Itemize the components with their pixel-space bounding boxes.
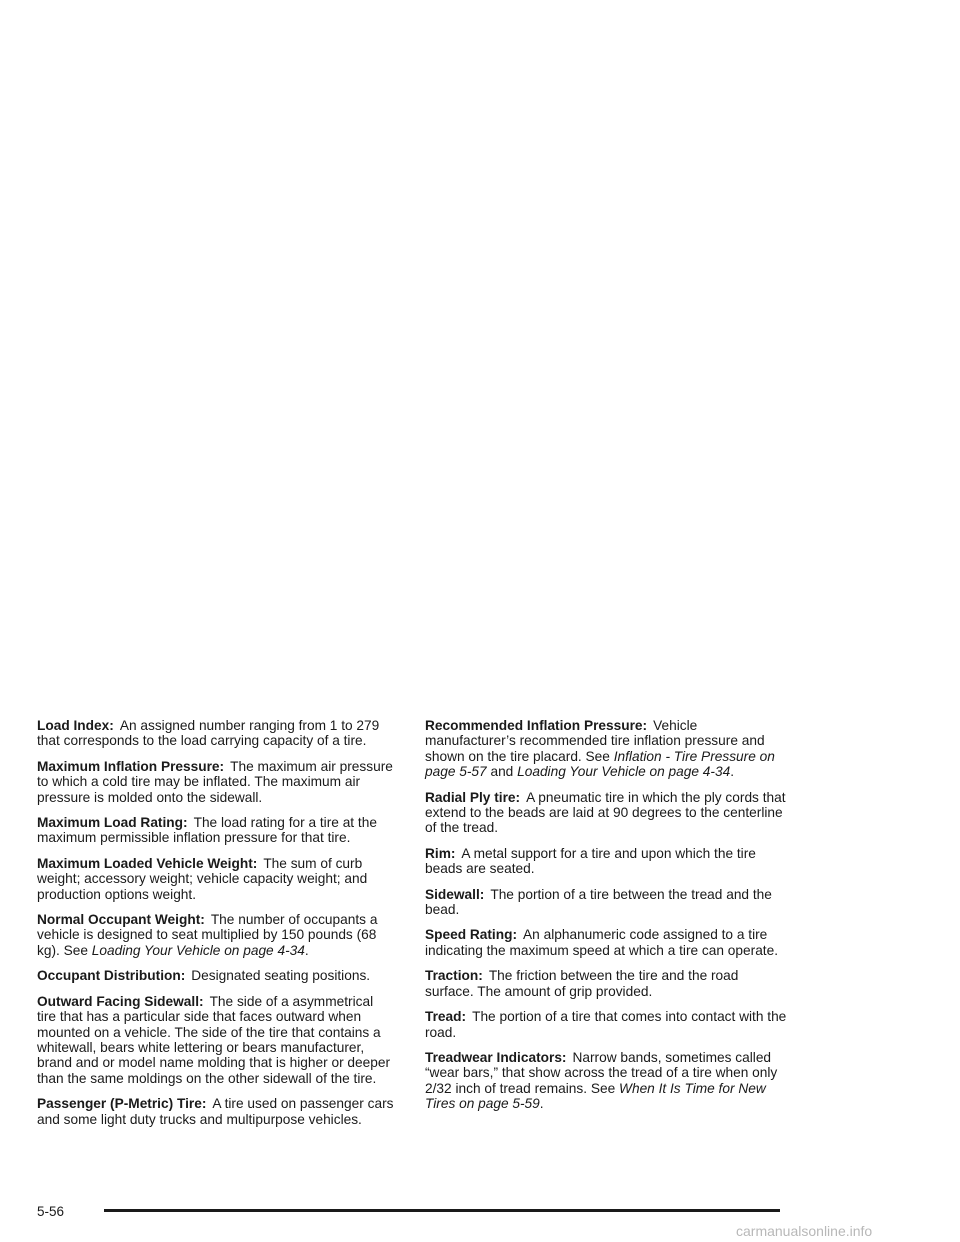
definition-text: An assigned number ranging from 1 to 279 that corresponds to the load carrying capacity of a tire. [37,718,380,749]
glossary-term: Load Index: [37,718,114,733]
glossary-term: Rim: [425,845,456,861]
definition-text: Narrow bands, sometimes called “wear bars,” that show across the tread of a tire when only 2/32 inch of tread remains. See [425,1049,778,1096]
glossary-term: Maximum Inflation Pressure: [37,758,225,774]
page-reference: Loading Your Vehicle on page 4-34 [91,942,305,958]
glossary-term: Passenger (P-Metric) Tire: [37,1096,207,1112]
glossary-term: Tread: [425,1009,467,1025]
definition-text: Vehicle manufacturer’s recommended tire inflation pressure and shown on the tire placard. See [425,718,765,764]
glossary-entry [425,1009,787,1040]
glossary-term: Radial Ply tire: [425,789,521,805]
glossary-term: Recommended Inflation Pressure: [425,718,648,733]
glossary-term: Sidewall: [425,886,485,902]
definition-text: An alphanumeric code assigned to a tire indicating the maximum speed at which a tire can operate. [425,927,779,958]
definition-text: The sum of curb weight; accessory weight; vehicle capacity weight; and production options weight. [37,855,368,902]
page-reference: When It Is Time for New Tires on page 5-59 [425,1080,766,1112]
definition-text: . [730,764,735,780]
glossary-term: Maximum Loaded Vehicle Weight: [37,855,258,871]
left-column [37,718,395,1137]
glossary-entry [37,994,395,1086]
right-column [425,718,787,1122]
glossary-entry [37,1096,395,1127]
footer-rule [104,1209,780,1212]
definition-text: Designated seating positions. [191,968,371,984]
glossary-term: Maximum Load Rating: [37,815,188,831]
glossary-entry [37,856,395,902]
glossary-entry [425,790,787,836]
glossary-entry [425,1050,787,1112]
glossary-term: Treadwear Indicators: [425,1049,567,1065]
glossary-entry [37,968,395,983]
glossary-entry [37,718,395,749]
definition-text: The portion of a tire that comes into contact with the road. [425,1009,787,1040]
glossary-entry [37,759,395,805]
glossary-term: Outward Facing Sidewall: [37,993,204,1009]
glossary-term: Traction: [425,968,483,984]
glossary-term: Occupant Distribution: [37,968,186,984]
definition-text: . [304,942,309,958]
glossary-entry [37,815,395,846]
glossary-entry [425,968,787,999]
page-reference: Inflation - Tire Pressure on page 5-57 [425,748,775,780]
glossary-entry [425,887,787,918]
glossary-entry [425,927,787,958]
definition-text: A metal support for a tire and upon which the tire beads are seated. [425,845,756,877]
glossary-term: Normal Occupant Weight: [37,912,205,928]
definition-text: A pneumatic tire in which the ply cords that extend to the beads are laid at 90 degrees to the centerline of the tread. [425,789,786,836]
glossary-entry [425,718,787,780]
definition-text: . [539,1096,544,1112]
page-reference: Loading Your Vehicle on page 4-34 [517,764,731,780]
definition-text: The side of a asymmetrical tire that has a particular side that faces outward when mounted on a vehicle. The side of the tire that contains a whitewall, bears white lettering or bears manufacturer, brand and or model name molding that is higher or deeper than the same moldings on the other sidewall of the tire. [37,993,391,1086]
glossary-entry [425,846,787,877]
glossary-term: Speed Rating: [425,927,518,943]
definition-text: The portion of a tire between the tread and the bead. [425,886,772,918]
definition-text: The friction between the tire and the road surface. The amount of grip provided. [425,968,739,999]
definition-text: A tire used on passenger cars and some light duty trucks and multipurpose vehicles. [37,1096,394,1127]
page-number: 5-56 [37,1204,65,1219]
glossary-entry [37,912,395,958]
definition-text: The maximum air pressure to which a cold tire may be inflated. The maximum air pressure is molded onto the sidewall. [37,758,393,805]
definition-text: The load rating for a tire at the maximum permissible inflation pressure for that tire. [37,815,377,846]
definition-text: The number of occupants a vehicle is designed to seat multiplied by 150 pounds (68 kg). See [37,912,378,958]
watermark: carmanualsonline.info [736,1223,873,1239]
definition-text: and [486,764,518,780]
